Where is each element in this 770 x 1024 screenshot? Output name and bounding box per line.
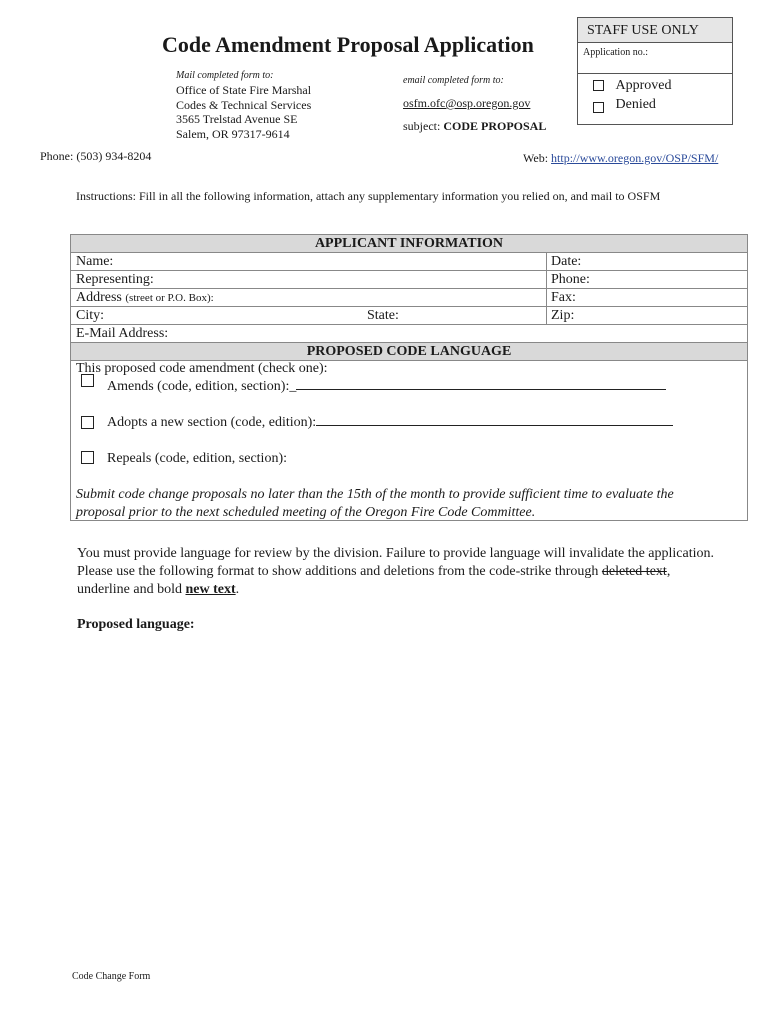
name-field[interactable]: Name:	[76, 254, 114, 269]
adopts-checkbox[interactable]	[81, 416, 94, 429]
email-row	[71, 325, 747, 343]
format-instructions	[77, 545, 717, 599]
amends-label: Amends (code, edition, section):_	[107, 379, 297, 394]
subject-value: CODE PROPOSAL	[443, 119, 547, 133]
adopts-option	[81, 415, 94, 431]
subject-line	[403, 119, 546, 134]
new-text-example: new text	[185, 582, 236, 597]
applicant-section-header	[71, 235, 747, 253]
state-field[interactable]: State:	[367, 308, 399, 323]
phone-field[interactable]: Phone:	[551, 272, 590, 287]
address-line: Codes & Technical Services	[176, 97, 312, 112]
check-intro: This proposed code amendment (check one):	[76, 361, 328, 376]
denied-option	[593, 96, 656, 113]
para-text-2: , underline and bold	[77, 564, 671, 597]
adopts-label: Adopts a new section (code, edition):	[107, 415, 317, 430]
address-line: Office of State Fire Marshal	[176, 83, 312, 97]
address-label: Address	[76, 290, 122, 305]
approved-label: Approved	[615, 78, 672, 93]
amends-checkbox[interactable]	[81, 374, 94, 387]
mail-label: Mail completed form to:	[176, 70, 274, 81]
denied-label: Denied	[615, 96, 656, 112]
city-field[interactable]: City:	[76, 308, 105, 323]
staff-use-box	[577, 17, 733, 125]
repeals-label[interactable]: Repeals (code, edition, section):	[107, 451, 287, 466]
deadline-note-2: proposal prior to the next scheduled meeting of the Oregon Fire Code Committee.	[76, 505, 536, 520]
proposed-section-title: PROPOSED CODE LANGUAGE	[306, 344, 512, 359]
representing-field[interactable]: Representing:	[76, 272, 154, 287]
footer-form-name: Code Change Form	[72, 971, 151, 982]
denied-checkbox[interactable]	[593, 102, 604, 113]
amends-option	[81, 373, 94, 389]
phone-number: Phone: (503) 934-8204	[40, 149, 152, 163]
address-hint: (street or P.O. Box):	[125, 292, 214, 304]
amends-underline	[296, 389, 666, 390]
mailing-address	[176, 83, 311, 141]
email-address-field[interactable]: E-Mail Address:	[76, 326, 169, 341]
deadline-note-1: Submit code change proposals no later than the 15th of the month to provide sufficient time to evaluate the	[76, 487, 674, 502]
fax-field[interactable]: Fax:	[551, 290, 576, 305]
approved-checkbox[interactable]	[593, 80, 604, 91]
staff-use-title: STAFF USE ONLY	[578, 18, 732, 43]
address-row	[71, 289, 747, 307]
approved-option	[593, 78, 672, 94]
address-line: 3565 Trelstad Avenue SE	[176, 112, 298, 126]
adopts-line[interactable]	[107, 415, 673, 431]
proposed-code-area	[71, 361, 747, 520]
instructions: Instructions: Fill in all the following information, attach any supplementary information you relied on, and mail to OSFM	[76, 189, 661, 203]
subject-label: subject:	[403, 119, 441, 133]
representing-row	[71, 271, 747, 289]
email-label: email completed form to:	[403, 75, 504, 86]
address-line: Salem, OR 97317-9614	[176, 126, 290, 141]
para-text-1: You must provide language for review by the division. Failure to provide language will invalidate the application. Please use the following format to show additions and deletions from the code-strike through	[77, 546, 714, 579]
website	[523, 151, 718, 166]
web-label: Web:	[523, 151, 549, 165]
application-form-table	[70, 234, 748, 521]
applicant-section-title: APPLICANT INFORMATION	[314, 236, 504, 251]
date-field[interactable]: Date:	[551, 254, 582, 269]
proposed-section-header	[71, 343, 747, 361]
deleted-text-example: deleted text	[601, 564, 667, 579]
para-end: .	[235, 582, 240, 597]
repeals-checkbox[interactable]	[81, 451, 94, 464]
address-field[interactable]	[76, 289, 214, 307]
website-link[interactable]: http://www.oregon.gov/OSP/SFM/	[551, 151, 719, 165]
zip-field[interactable]: Zip:	[551, 308, 575, 323]
application-number-field[interactable]: Application no.:	[578, 43, 732, 74]
adopts-underline	[316, 425, 673, 426]
name-row	[71, 253, 747, 271]
repeals-option	[81, 450, 94, 466]
city-row	[71, 307, 747, 325]
email-link[interactable]: osfm.ofc@osp.oregon.gov	[403, 96, 531, 110]
proposed-language-label: Proposed language:	[77, 617, 195, 632]
amends-line[interactable]	[107, 379, 666, 395]
page-title: Code Amendment Proposal Application	[162, 32, 534, 57]
